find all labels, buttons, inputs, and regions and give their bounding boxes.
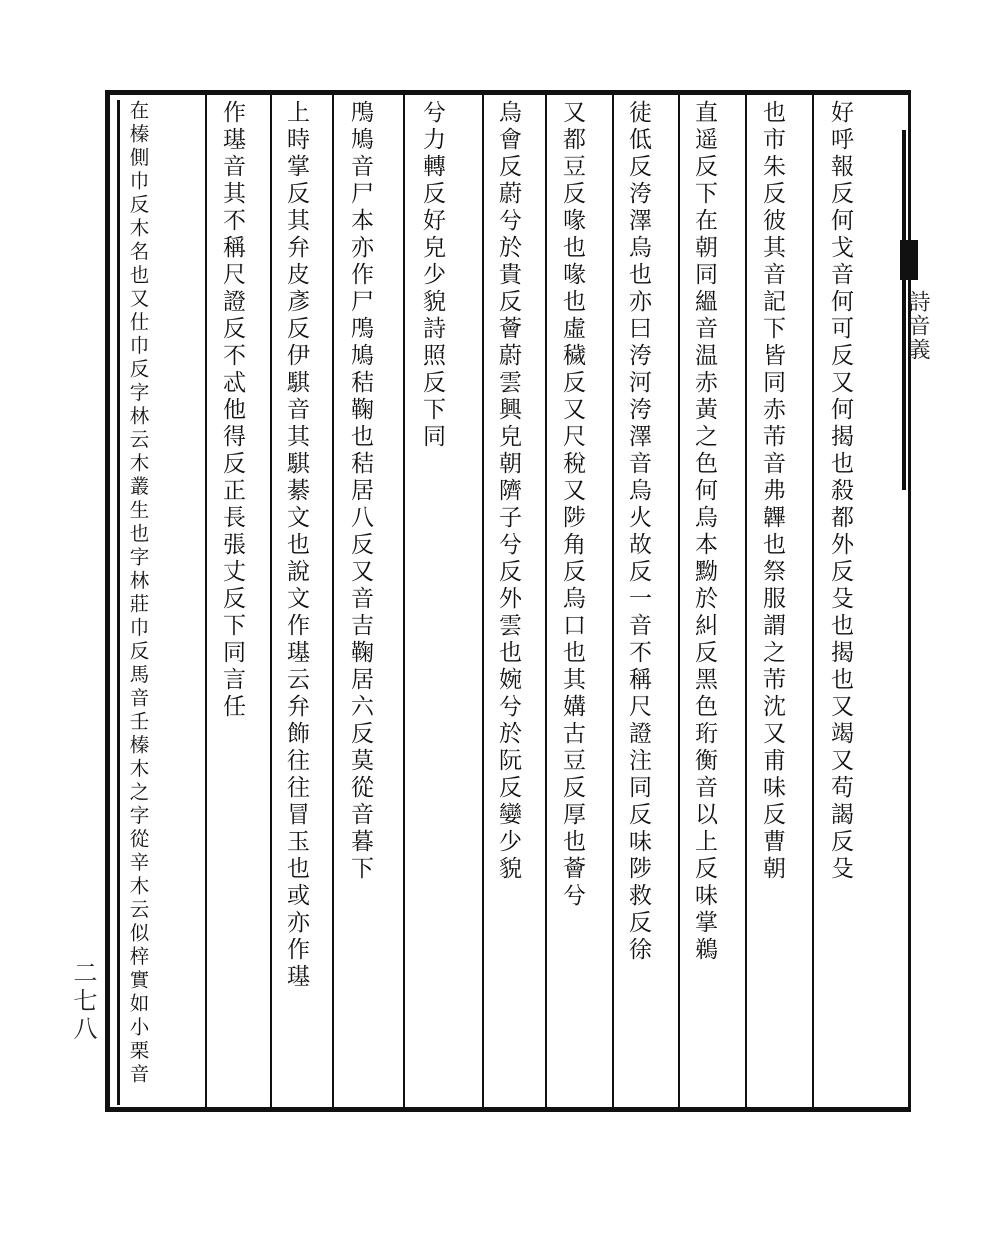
text-column-1: 好呼報反何戈音何可反又何揭也殺都外反殳也揭也又竭又苟謁反殳: [827, 100, 853, 883]
text-column-9: 上時掌反其弁皮彥反伊騏音其騏綦文也說文作璂云弁飾往往冒玉也或亦作璂: [283, 100, 309, 991]
column-divider: [403, 95, 405, 1107]
column-divider: [745, 95, 747, 1107]
column-divider: [270, 95, 272, 1107]
column-divider: [812, 95, 814, 1107]
column-divider: [332, 95, 334, 1107]
column-divider: [678, 95, 680, 1107]
column-divider: [482, 95, 484, 1107]
column-divider: [205, 95, 207, 1107]
text-column-8: 鳲鳩音尸本亦作尸鳲鳩秸鞠也秸居八反又音吉鞠居六反莫從音暮下: [347, 100, 373, 883]
text-column-3: 直遥反下在朝同縕音温赤黃之色何烏本黝於糾反黑色珩衡音以上反味掌鵜: [691, 100, 717, 964]
column-divider: [612, 95, 614, 1107]
text-column-6: 烏會反蔚兮於貴反薈蔚雲興皃朝隮子兮反外雲也婉兮於阮反孌少貌: [495, 100, 521, 883]
inner-border-line: [117, 100, 120, 1105]
fold-mark: [900, 240, 918, 280]
text-column-10: 作璂音其不稱尺證反不忒他得反正長張丈反下同言任: [219, 100, 245, 721]
page-number: 二七八: [69, 960, 97, 1044]
text-column-4: 徒低反洿澤烏也亦曰洿河洿澤音烏火故反一音不稱尺證注同反味陟救反徐: [625, 100, 651, 964]
text-column-7: 兮力轉反好皃少貌詩照反下同: [419, 100, 445, 451]
text-column-2: 也市朱反彼其音記下皆同赤芾音弗韠也祭服謂之芾沈又甫味反曹朝: [759, 100, 785, 883]
fold-title: 詩音義: [905, 290, 930, 362]
text-column-11: 在榛側巾反木名也又仕巾反字林云木叢生也字林莊巾反馬音壬榛木之字從辛木云似梓實如小栗音: [126, 100, 150, 1087]
column-divider: [545, 95, 547, 1107]
text-column-5: 又都豆反喙也喙也虛穢反又尺稅又陟角反烏口也其媾古豆反厚也薈兮: [559, 100, 585, 910]
